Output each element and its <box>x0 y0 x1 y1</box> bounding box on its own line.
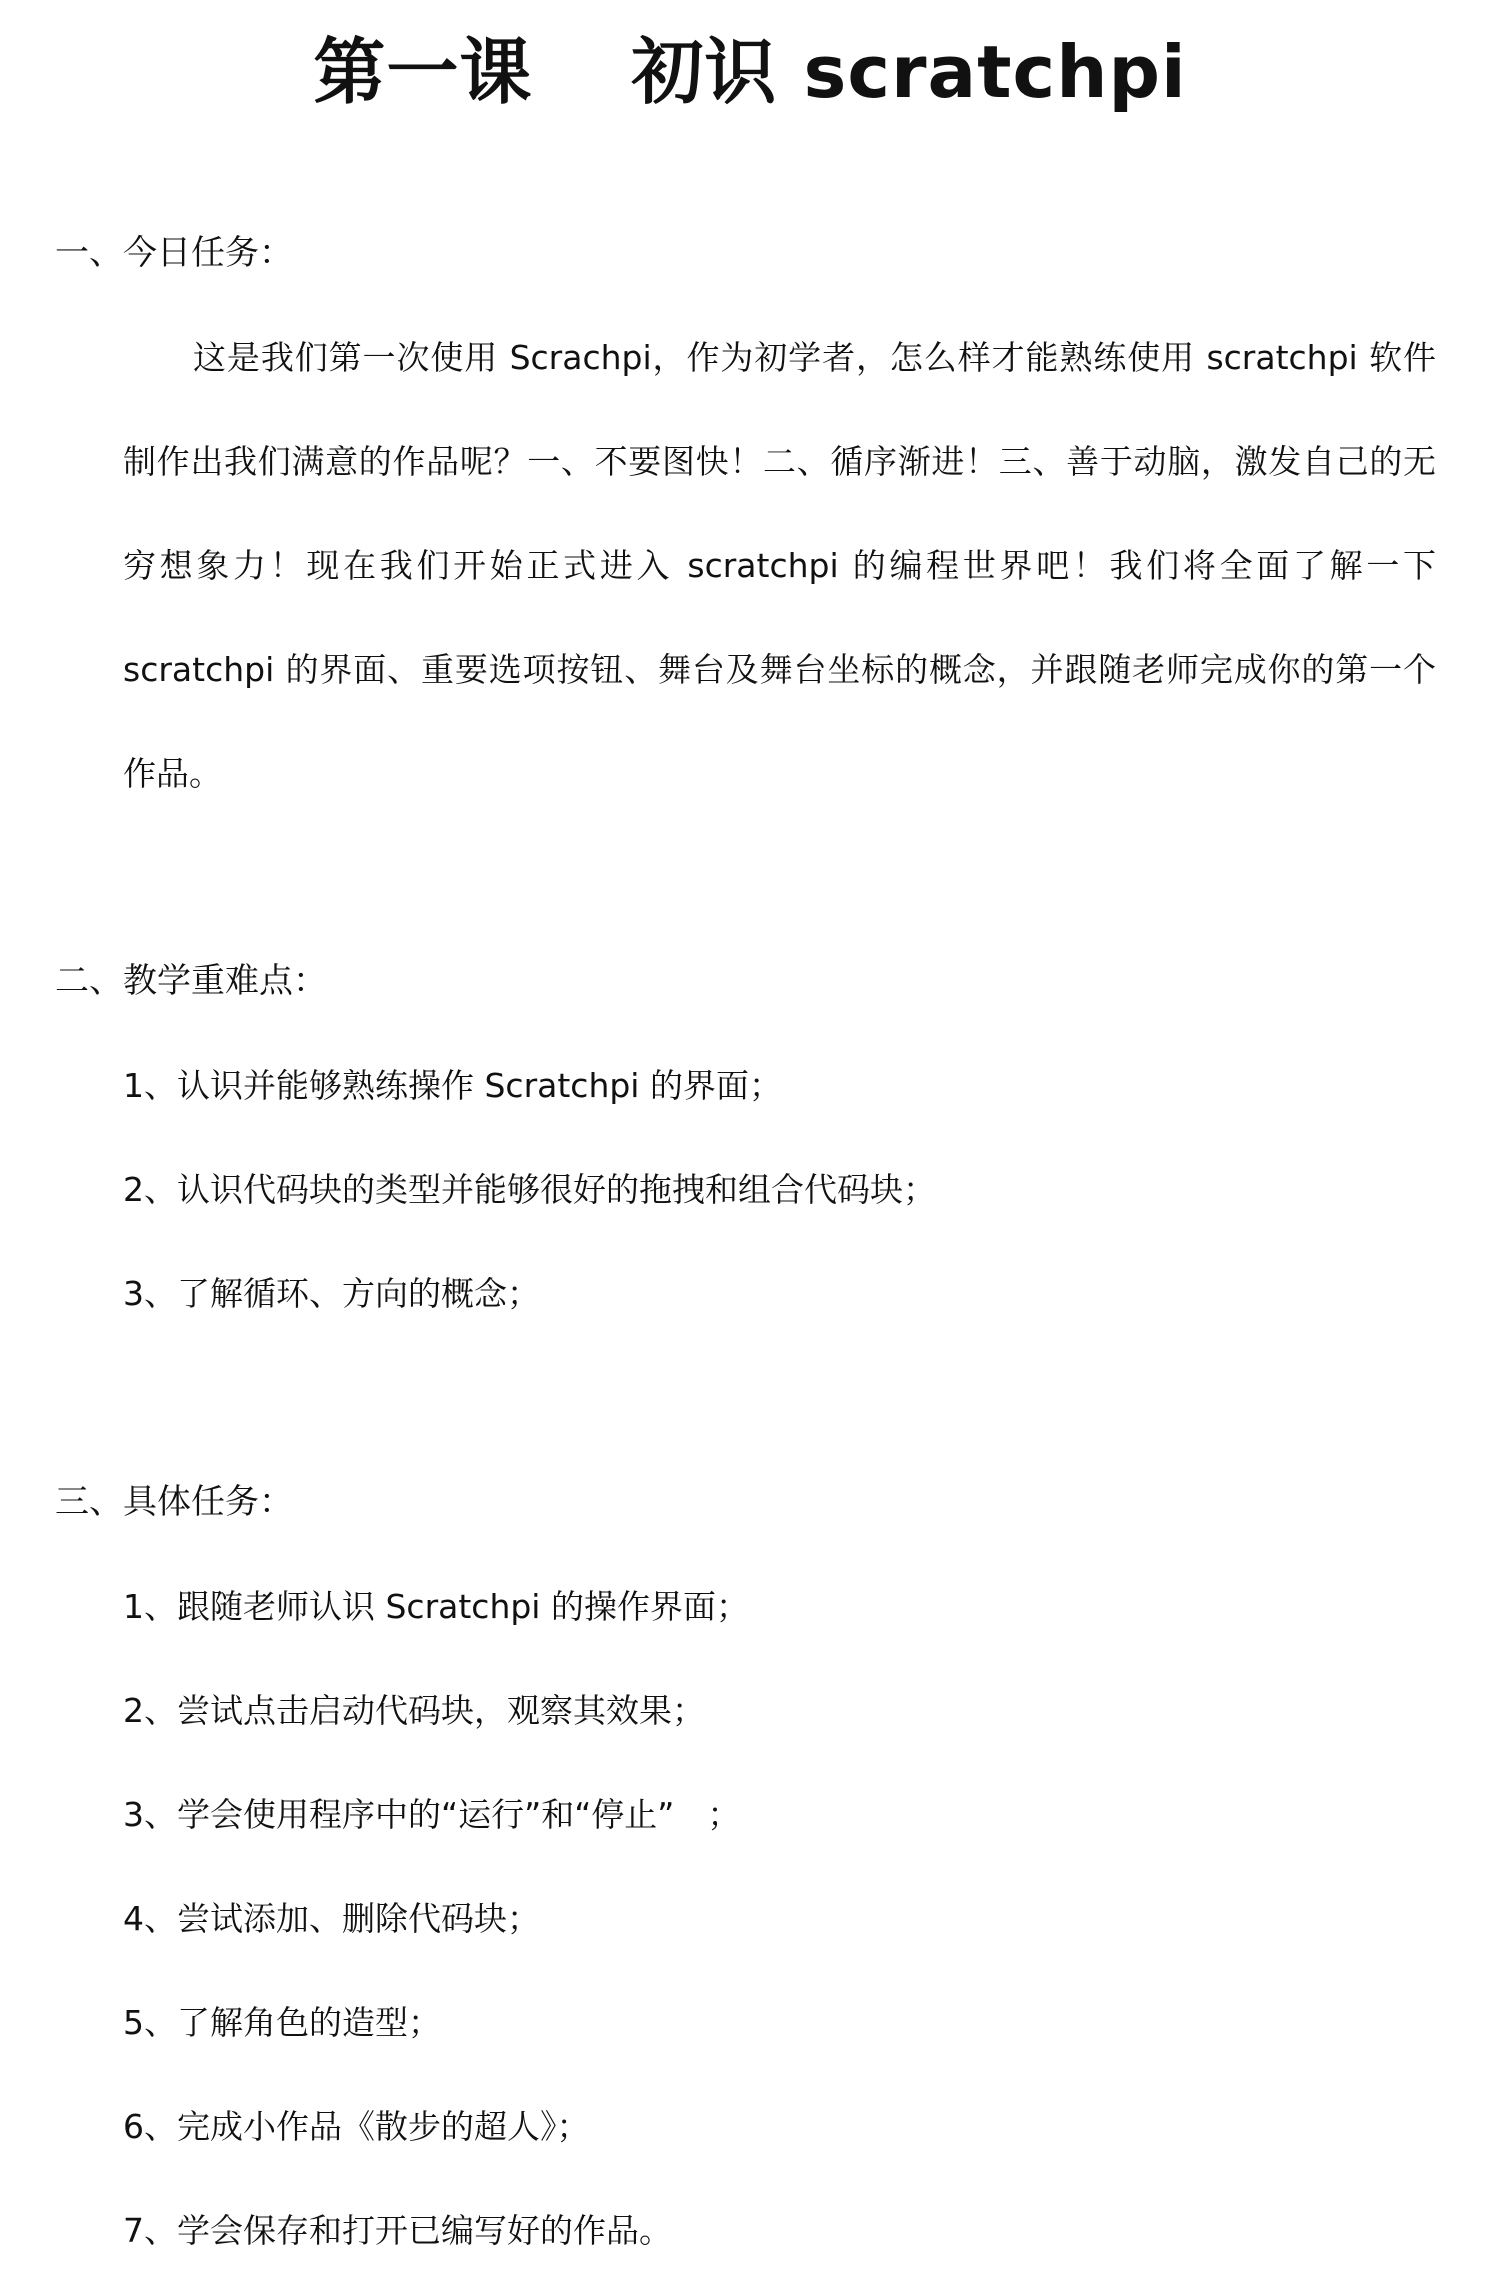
specific-tasks-list <box>123 1555 749 2283</box>
page-title: 第一课 初识 scratchpi <box>313 30 1187 114</box>
list-item: 5、了解角色的造型； <box>123 2003 441 2042</box>
section-heading-tasks: 一、今日任务： <box>55 233 293 273</box>
list-item: 1、跟随老师认识 Scratchpi 的操作界面； <box>123 1587 749 1626</box>
list-item: 7、学会保存和打开已编写好的作品。 <box>123 2211 672 2250</box>
section-heading-specific-tasks: 三、具体任务： <box>55 1482 293 1522</box>
section-heading-key-points: 二、教学重难点： <box>55 961 327 1001</box>
list-item: 2、尝试点击启动代码块，观察其效果； <box>123 1691 705 1730</box>
list-item: 6、完成小作品《散步的超人》； <box>123 2107 590 2146</box>
list-item: 2、认识代码块的类型并能够很好的拖拽和组合代码块； <box>123 1170 936 1209</box>
task-paragraph: 这是我们第一次使用 Scrachpi，作为初学者，怎么样才能熟练使用 scratchpi 软件制作出我们满意的作品呢？一、不要图快！二、循序渐进！三、善于动脑，激发自己的无穷想象力！现在我们开始正式进入 scratchpi 的编程世界吧！我们将全面了解一下 scratchpi 的界面、重要选项按钮、舞台及舞台坐标的概念，并跟随老师完成你的第一个作品。 <box>123 338 1436 793</box>
list-item: 1、认识并能够熟练操作 Scratchpi 的界面； <box>123 1066 782 1105</box>
list-item: 4、尝试添加、删除代码块； <box>123 1899 540 1938</box>
list-item: 3、学会使用程序中的“运行”和“停止” ； <box>123 1795 741 1834</box>
key-points-list <box>123 1034 936 1346</box>
list-item: 3、了解循环、方向的概念； <box>123 1274 540 1313</box>
